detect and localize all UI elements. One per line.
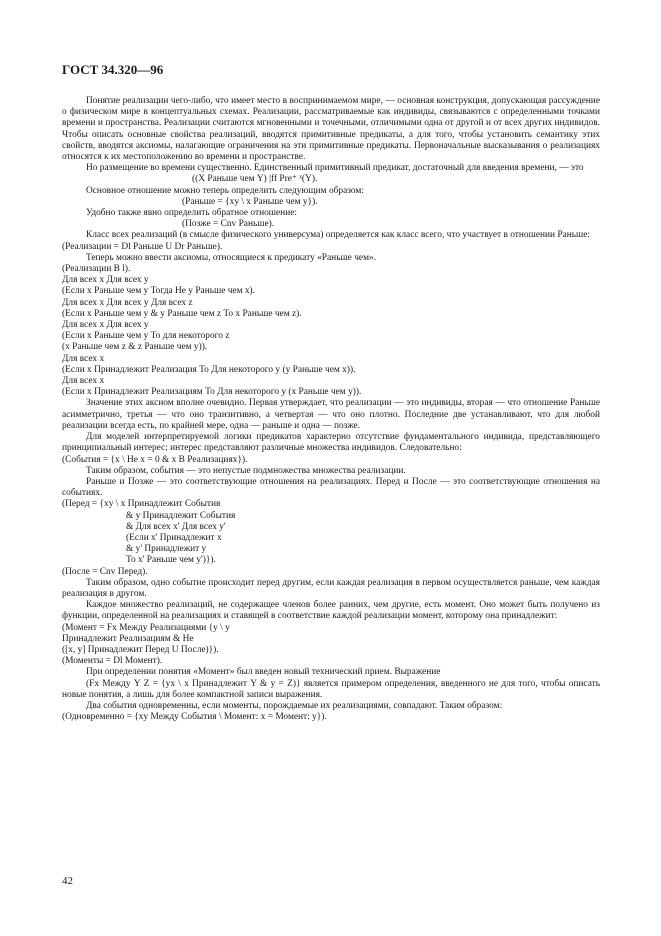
document-header: ГОСТ 34.320—96	[62, 62, 164, 77]
paragraph: Для моделей интерпретируемой логики предикатов характерно отсутствие фундаментального индивида, представляющего принципиальный интерес; интерес представляют различные множества индивидов. Следовательно:	[62, 432, 600, 454]
moment-line: Принадлежит Реализациям & Не	[62, 633, 194, 644]
definition-line: (Если x' Принадлежит x	[126, 532, 222, 543]
formula: (Одновременно = {xy Между События \ Момент: x = Момент: y}).	[62, 712, 327, 723]
document-body	[62, 96, 600, 723]
axiom-line: Для всех x	[62, 376, 105, 387]
paragraph: Каждое множество реализаций, не содержащее членов более ранних, чем другие, есть момент. Оно может быть получено из функции, определенной на реализациях и ставящей в соответствие каждой реализации момент, которому она принадлежит:	[62, 600, 600, 622]
paragraph: Основное отношение можно теперь определить следующим образом:	[86, 185, 364, 196]
axiom-line: Для всех x	[62, 353, 105, 364]
paragraph: Два события одновременны, если моменты, порождаемые их реализациями, совпадают. Таким образом:	[86, 700, 503, 711]
paragraph: (Fx Между Y Z = {yx \ x Принадлежит Y & y = Z)} является примером определения, введенного не для того, чтобы описать новые понятия, а лишь для более компактной записи выражения.	[62, 678, 600, 700]
axiom-line: Для всех x Для всех y	[62, 320, 149, 331]
paragraph: Но размещение во времени существенно. Единственный примитивный предикат, достаточный для введения времени, — это	[86, 163, 584, 174]
definition-line: & Для всех x' Для всех y'	[126, 521, 226, 532]
paragraph: Значение этих аксиом вполне очевидно. Первая утверждает, что реализации — это индивиды, вторая — что отношение Раньше асимметрично, третья — что оно транзитивно, а четвертая — что оно плотно. Последние две устанавливают, что для любой реализации всегда есть, по крайней мере, одна — раньше и одна — позже.	[62, 398, 600, 431]
axiom-line: Для всех x Для всех y Для всех z	[62, 297, 193, 308]
axiom-line: (Реализации B l).	[62, 264, 131, 275]
definition-line: & y' Принадлежит y	[126, 544, 207, 555]
axiom-line: Для всех x Для всех y	[62, 275, 149, 286]
paragraph: Удобно также явно определить обратное отношение:	[86, 208, 297, 219]
moment-line: (Моменты = Dl Момент).	[62, 656, 163, 667]
axiom-line: (Если x Раньше чем y То для некоторого z	[62, 331, 230, 342]
paragraph: Таким образом, события — это непустые подмножества множества реализации.	[86, 465, 406, 476]
paragraph: Раньше и Позже — это соответствующие отношения на реализациях. Перед и После — это соответствующие отношения на событиях.	[62, 476, 600, 499]
paragraph: Класс всех реализаций (в смысле физического универсума) определяется как класс всего, что участвует в отношении Раньше:	[86, 230, 591, 241]
paragraph: Понятие реализации чего-либо, что имеет место в воспринимаемом мире, — основная конструкция, допускающая рассуждение о физическом мире в концептуальных схемах. Реализации, рассматриваемые как индивиды, связываются с определенными точками времени и пространства. Реализации считаются мгновенными и точечными, отличимыми одна от другой и от всех других индивидов. Чтобы описать основные свойства реализаций, вводятся примитивные предикаты, а для того, чтобы установить семантику этих свойств, вводятся аксиомы, налагающие ограничения на эти примитивные предикаты. Первоначальные высказывания о реализациях относятся к их местоположению во времени и пространстве.	[62, 96, 600, 163]
axiom-line: (Если x Раньше чем y & y Раньше чем z То x Раньше чем z).	[62, 308, 302, 319]
paragraph: Таким образом, одно событие происходит перед другим, если каждая реализация в первом осуществляется раньше, чем каждая реализация в другом.	[62, 577, 600, 599]
axiom-line: (Если x Раньше чем y Тогда Не y Раньше чем x).	[62, 286, 256, 297]
formula: (Позже = Cnv Раньше).	[182, 219, 275, 230]
paragraph: При определении понятия «Момент» был введен новый технический прием. Выражение	[86, 667, 441, 678]
definition-line: (Перед = {xy \ x Принадлежит События	[62, 499, 221, 510]
axiom-line: (Если x Принадлежит Реализация То Для некоторого y (y Раньше чем x)).	[62, 364, 356, 375]
formula: ((X Раньше чем Y) |ff Pre⁺ ˣ(Y).	[192, 174, 318, 185]
moment-line: ([x, y] Принадлежит Перед U После)}).	[62, 644, 219, 655]
definition-line: (После = Cnv Перед).	[62, 566, 148, 577]
moment-line: (Момент = Fx Между Реализациями {y \ y	[62, 622, 230, 633]
paragraph: Теперь можно ввести аксиомы, относящиеся к предикату «Раньше чем».	[86, 252, 377, 263]
axiom-line: (Если x Принадлежит Реализациям То Для некоторого y (x Раньше чем y)).	[62, 387, 362, 398]
formula: (События = {x \ Не x = 0 & x В Реализациях}).	[62, 454, 248, 465]
formula: (Раньше = {xy \ x Раньше чем y}).	[182, 196, 318, 207]
definition-line: & y Принадлежит События	[126, 510, 236, 521]
axiom-line: (x Раньше чем z & z Раньше чем y)).	[62, 342, 208, 353]
formula: (Реализации = Dl Раньше U Dr Раньше).	[62, 241, 223, 252]
page-number: 42	[62, 875, 73, 887]
definition-line: То x' Раньше чем y')}).	[126, 555, 216, 566]
